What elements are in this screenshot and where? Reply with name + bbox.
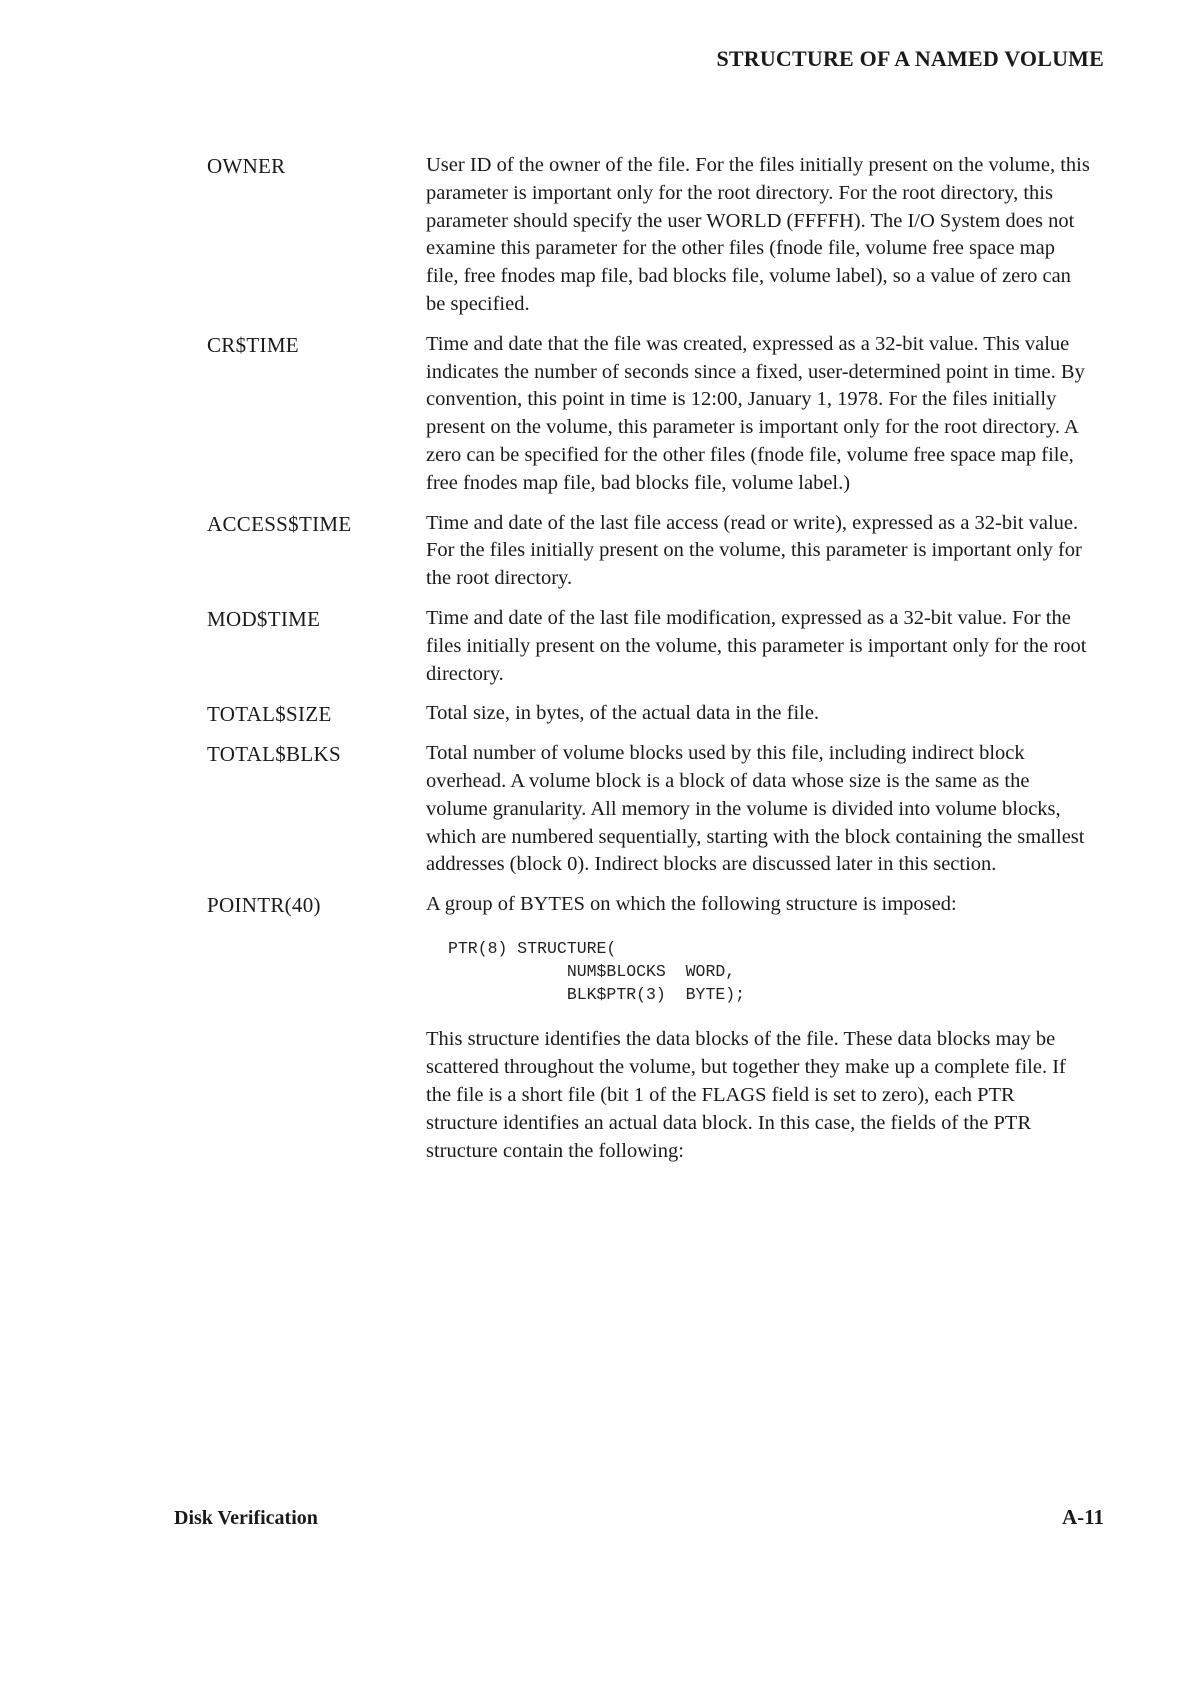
term-mod-time: MOD$TIME: [207, 606, 321, 631]
entry-owner: [0, 152, 1190, 319]
term-total-size: TOTAL$SIZE: [207, 702, 332, 727]
footer-section-title: Disk Verification: [174, 1507, 318, 1529]
description-total-blks: Total number of volume blocks used by this file, including indirect block overhead. A volume block is a block of data whose size is the same as the volume granularity. All memory in the volume is divided into volume blocks, which are numbered sequentially, starting with the block containing the smallest addresses (block 0). Indirect blocks are discussed later in this section.: [426, 742, 1085, 876]
term-owner: OWNER: [207, 154, 286, 178]
description-total-size: Total size, in bytes, of the actual data in the file.: [426, 702, 820, 725]
field-definition-list: [0, 152, 1190, 1186]
term-pointr: POINTR(40): [207, 893, 321, 918]
entry-access-time: [0, 510, 1190, 593]
entry-pointr: [0, 891, 1190, 1165]
description-cr-time: Time and date that the file was created, expressed as a 32-bit value. This value indicates the number of seconds since a fixed, user-determined point in time. By convention, this point in time is 12:00, January 1, 1978. For the files initially present on the volume, this parameter is important only for the root directory. A zero can be specified for the other files (fnode file, volume free space map file, free fnodes map file, bad blocks file, volume label.): [426, 332, 1085, 494]
running-head-title: STRUCTURE OF A NAMED VOLUME: [716, 46, 1104, 71]
description-pointr: A group of BYTES on which the following structure is imposed:: [426, 893, 957, 916]
description-access-time: Time and date of the last file access (read or write), expressed as a 32-bit value. For the files initially present on the volume, this parameter is important only for the root directory.: [426, 511, 1082, 590]
ptr-structure-code: PTR(8) STRUCTURE( NUM$BLOCKS WORD, BLK$PTR(3) BYTE);: [448, 938, 746, 1004]
page-number: A-11: [1062, 1505, 1104, 1529]
entry-total-size: [0, 700, 1190, 728]
term-cr-time: CR$TIME: [207, 332, 299, 357]
description-owner: User ID of the owner of the file. For the files initially present on the volume, this parameter is important only for the root directory. For the root directory, this parameter should specify the user WORLD (FFFFH). The I/O System does not examine this parameter for the other files (fnode file, volume free space map file, free fnodes map file, bad blocks file, volume label), so a value of zero can be specified.: [426, 154, 1090, 315]
term-total-blks: TOTAL$BLKS: [207, 742, 341, 767]
description-mod-time: Time and date of the last file modification, expressed as a 32-bit value. For the files initially present on the volume, this parameter is important only for the root directory.: [426, 606, 1087, 685]
entry-cr-time: [0, 331, 1190, 498]
entry-mod-time: [0, 605, 1190, 688]
term-access-time: ACCESS$TIME: [207, 511, 352, 536]
entry-total-blks: [0, 740, 1190, 879]
description-pointr-continued: This structure identifies the data blocks of the file. These data blocks may be scattered throughout the volume, but together they make up a complete file. If the file is a short file (bit 1 of the FLAGS field is set to zero), each PTR structure identifies an actual data block. In this case, the fields of the PTR structure contain the following:: [426, 1028, 1066, 1162]
